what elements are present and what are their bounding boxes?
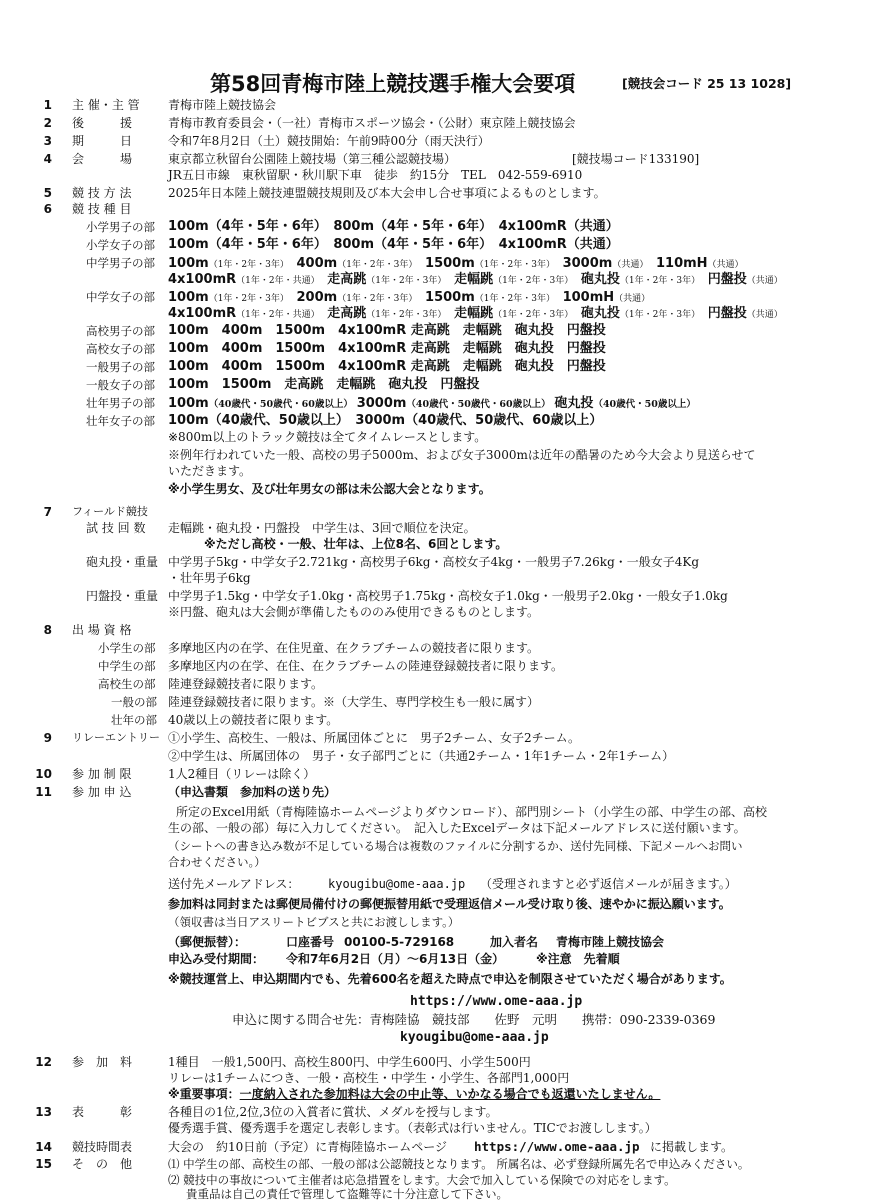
discus-text: 中学男子1.5kg・中学女子1.0kg・高校男子1.75kg・高校女子1.0kg・一般男子2.0kg・一般女子1.0kg [168, 589, 728, 603]
holder-name: 青梅市陸上競技協会 [556, 935, 665, 949]
event-list: 100m（4年・5年・6年） 800m（4年・5年・6年） 4x100mR（共通） [168, 237, 619, 252]
eligibility-elem [98, 640, 540, 656]
section-label: 参 加 申 込 [72, 785, 132, 799]
eligibility-text: 40歳以上の競技者に限ります。 [168, 713, 339, 727]
trials-note: ※ただし高校・一般、壮年は、上位8名、6回とします。 [204, 537, 508, 551]
eligibility-label: 小学生の部 [98, 641, 156, 655]
eligibility-label: 壮年の部 [111, 713, 157, 727]
section-text: 青梅市教育委員会・（一社）青梅市スポーツ協会・（公財）東京陸上競技協会 [168, 116, 576, 130]
event-list: 100m（40歳代、50歳以上） 3000m（40歳代、50歳代、60歳以上） [168, 413, 603, 428]
schedule-tail: に掲載します。 [650, 1140, 734, 1154]
application-text-2: 生の部、一般の部）毎に入力してください。 記入したExcelデータは下記メールアドレスに送付願います。 [168, 821, 746, 835]
section-label: 参 加 制 限 [72, 767, 132, 781]
contact-mail[interactable]: kyougibu@ome-aaa.jp [400, 1030, 549, 1045]
section-label: 会 場 [72, 152, 133, 166]
period-note: ※注意 先着順 [536, 952, 620, 966]
section-number: 12 [35, 1055, 52, 1069]
mail-note: （受理されますと必ず返信メールが届きます。） [480, 877, 737, 891]
section-number: 7 [43, 505, 52, 519]
division-label: 一般男子の部 [86, 360, 155, 374]
eligibility-label: 中学生の部 [98, 659, 156, 673]
section-label: 期 日 [72, 134, 133, 148]
fee-important [168, 1086, 660, 1102]
transfer-label: （郵便振替）： [168, 935, 247, 949]
account-label: 口座番号 [286, 935, 335, 949]
section-label: 出 場 資 格 [72, 623, 132, 637]
event-row-jh-boys [86, 255, 744, 271]
division-label: 壮年女子の部 [86, 414, 155, 428]
eligibility-text: 多摩地区内の在学、在住児童、在クラブチームの競技者に限ります。 [168, 641, 540, 655]
division-label: 小学男子の部 [86, 220, 155, 234]
event-list: 100m（1年・2年・3年） 200m（1年・2年・3年） 1500m（1年・2年・3年） 100mH（共通） [168, 290, 651, 305]
event-row-masters-women [86, 413, 603, 429]
note-unofficial: ※小学生男女、及び壮年男女の部は未公認大会となります。 [168, 482, 491, 496]
section-text: 1人2種目（リレーは除く） [168, 767, 316, 781]
eligibility-text: 陸連登録競技者に限ります。※（大学生、専門学校生も一般に属す） [168, 695, 540, 709]
note-cancelled-events: ※例年行われていた一般、高校の男子5000m、および女子3000mは近年の酷暑のため今大会より見送らせて [168, 448, 756, 462]
other-line-2: ⑵ 競技中の事故について主催者は応急措置をします。大会で加入している保険での対応をします。 [168, 1173, 676, 1187]
venue-code: [競技場コード133190] [572, 152, 700, 166]
division-label: 小学女子の部 [86, 238, 155, 252]
period-dates: 令和7年6月2日（月）～6月13日（金） [286, 952, 505, 966]
page-title: 第58回青梅市陸上競技選手権大会要項 [210, 72, 576, 96]
section-label: 競 技 方 法 [72, 186, 132, 200]
section-label: 参 加 料 [72, 1055, 133, 1069]
competition-code: [競技会コード 25 13 1028] [622, 76, 792, 91]
application-heading: （申込書類 参加料の送り先） [168, 785, 337, 799]
account-number: 00100-5-729168 [344, 935, 455, 949]
division-label: 中学女子の部 [86, 290, 155, 304]
mail-address[interactable]: kyougibu@ome-aaa.jp [328, 877, 466, 891]
section-number: 8 [43, 623, 52, 637]
event-row-hs-girls [86, 341, 606, 357]
period-row [168, 951, 620, 967]
shot-weight-row [86, 554, 700, 570]
section-text: 令和7年8月2日（土）競技開始：午前9時00分（雨天決行） [168, 134, 490, 148]
section-label: 競 技 種 目 [72, 202, 132, 216]
section-number: 1 [43, 98, 52, 112]
section-text: 青梅市陸上競技協会 [168, 98, 277, 112]
event-row-masters-men [86, 395, 696, 411]
section-label: フィールド競技 [72, 505, 148, 518]
section-label: 表 彰 [72, 1105, 133, 1119]
section-number: 4 [43, 152, 52, 166]
shot-text: 中学男子5kg・中学女子2.721kg・高校男子6kg・高校女子4kg・一般男子7.26kg・一般女子4Kg [168, 555, 700, 569]
event-row-elem-boys [86, 219, 619, 235]
event-list: 100m 400m 1500m 4x100mR 走高跳 走幅跳 砲丸投 円盤投 [168, 323, 606, 338]
event-row-jh-girls-2: 4x100mR（1年・2年・共通） 走高跳（1年・2年・3年） 走幅跳（1年・2年・3年） 砲丸投（1年・2年・3年） 円盤投（共通） [168, 306, 783, 321]
fee-line-1: 1種目 一般1,500円、高校生800円、中学生600円、小学生500円 [168, 1055, 531, 1069]
event-list: 100m（40歳代・50歳代・60歳以上） 3000m（40歳代・50歳代・60歳以上） 砲丸投（40歳代・50歳以上） [168, 396, 696, 411]
contact-info: 申込に関する問合せ先：青梅陸協 競技部 佐野 元明 携帯：090-2339-0369 [232, 1012, 716, 1027]
discus-weight-row [86, 588, 728, 604]
relay-rule-2: ②中学生は、所属団体の 男子・女子部門ごとに（共通2チーム・1年1チーム・2年1チーム） [168, 749, 675, 763]
relay-rule-1: ①小学生、高校生、一般は、所属団体ごとに 男子2チーム、女子2チーム。 [168, 731, 580, 745]
holder-label: 加入者名 [490, 935, 539, 949]
eligibility-masters [111, 712, 339, 728]
shot-label: 砲丸投・重量 [86, 555, 159, 569]
eligibility-label: 高校生の部 [98, 677, 156, 691]
transfer-row [168, 934, 665, 950]
section-number: 5 [43, 186, 52, 200]
section-number: 6 [43, 202, 52, 216]
important-label: ※重要事項： [168, 1087, 240, 1101]
fee-line-2: リレーは1チームにつき、一般・高校生・中学生・小学生、各部門1,000円 [168, 1071, 570, 1085]
note-cancelled-events-2: いただきます。 [168, 464, 252, 478]
venue-access: JR五日市線 東秋留駅・秋川駅下車 徒歩 約15分 TEL 042-559-6910 [168, 168, 583, 182]
event-list: 100m（1年・2年・3年） 400m（1年・2年・3年） 1500m（1年・2年・3年） 3000m（共通） 110mH（共通） [168, 256, 744, 271]
other-line-1: ⑴ 中学生の部、高校生の部、一般の部は公認競技となります。 所属名は、必ず登録所属先名で申込みください。 [168, 1157, 750, 1171]
shot-text-2: ・壮年男子6kg [168, 571, 251, 585]
trials-text: 走幅跳・砲丸投・円盤投 中学生は、3回で順位を決定。 [168, 521, 476, 535]
section-number: 15 [35, 1157, 52, 1171]
section-number: 10 [35, 767, 52, 781]
event-list: 100m 400m 1500m 4x100mR 走高跳 走幅跳 砲丸投 円盤投 [168, 341, 606, 356]
event-row-jh-boys-2: 4x100mR（1年・2年・共通） 走高跳（1年・2年・3年） 走幅跳（1年・2年・3年） 砲丸投（1年・2年・3年） 円盤投（共通） [168, 272, 783, 287]
equipment-note: ※円盤、砲丸は大会側が準備したもののみ使用できるものとします。 [168, 605, 540, 619]
application-text-4: 合わせください。） [168, 855, 266, 869]
division-label: 高校女子の部 [86, 342, 155, 356]
event-row-elem-girls [86, 237, 619, 253]
period-label: 申込み受付期間： [168, 952, 265, 966]
division-label: 高校男子の部 [86, 324, 155, 338]
section-label: 主 催・主 管 [72, 98, 140, 112]
website-url[interactable]: https://www.ome-aaa.jp [410, 994, 583, 1009]
event-list: 100m 1500m 走高跳 走幅跳 砲丸投 円盤投 [168, 377, 480, 392]
section-label: リレーエントリー [72, 731, 160, 744]
no-refund-note: 一度納入された参加料は大会の中止等、いかなる場合でも返還いたしません。 [239, 1087, 661, 1101]
application-text-3: （シートへの書き込み数が不足している場合は複数のファイルに分割するか、送付先同様、下記メールへお問い [168, 839, 743, 853]
eligibility-text: 陸連登録競技者に限ります。 [168, 677, 324, 691]
section-label: そ の 他 [72, 1157, 133, 1171]
schedule-text: 大会の 約10日前（予定）に青梅陸協ホームページ [168, 1140, 448, 1154]
section-number: 3 [43, 134, 52, 148]
discus-label: 円盤投・重量 [86, 589, 159, 603]
capacity-note: ※競技運営上、申込期間内でも、先着600名を超えた時点で申込を制限させていただく場合があります。 [168, 972, 732, 986]
other-line-3: 貴重品は自己の責任で管理して盗難等に十分注意して下さい。 [186, 1187, 508, 1201]
event-row-gen-women [86, 377, 480, 393]
section-number: 2 [43, 116, 52, 130]
event-row-jh-girls [86, 289, 651, 305]
awards-line-2: 優秀選手賞、優秀選手を選定し表彰します。（表彰式は行いません。TICでお渡しします。） [168, 1121, 657, 1135]
section-label: 後 援 [72, 116, 133, 130]
event-list: 100m 400m 1500m 4x100mR 走高跳 走幅跳 砲丸投 円盤投 [168, 359, 606, 374]
eligibility-text: 多摩地区内の在学、在住、在クラブチームの陸連登録競技者に限ります。 [168, 659, 564, 673]
division-label: 一般女子の部 [86, 378, 155, 392]
note-timerace: ※800m以上のトラック競技は全てタイムレースとします。 [168, 430, 487, 444]
section-label: 競技時間表 [72, 1140, 133, 1154]
event-row-gen-men [86, 359, 606, 375]
trials-row [86, 520, 476, 536]
awards-line-1: 各種目の1位,2位,3位の入賞者に賞状、メダルを授与します。 [168, 1105, 498, 1119]
eligibility-hs [98, 676, 324, 692]
event-list: 100m（4年・5年・6年） 800m（4年・5年・6年） 4x100mR（共通） [168, 219, 619, 234]
mail-row [168, 876, 737, 892]
mail-label: 送付先メールアドレス： [168, 877, 300, 891]
division-label: 中学男子の部 [86, 256, 155, 270]
payment-instructions: 参加料は同封または郵便局備付けの郵便振替用紙で受理返信メール受け取り後、速やかに振込願います。 [168, 897, 731, 911]
section-text: 2025年日本陸上競技連盟競技規則及び本大会申し合せ事項によるものとします。 [168, 186, 606, 200]
venue-name: 東京都立秋留台公園陸上競技場（第三種公認競技場） [168, 152, 457, 166]
section-number: 11 [35, 785, 52, 799]
schedule-url[interactable]: https://www.ome-aaa.jp [474, 1139, 640, 1154]
receipt-note: （領収書は当日アスリートビブスと共にお渡しします。） [168, 915, 460, 929]
division-label: 壮年男子の部 [86, 396, 155, 410]
eligibility-jh [98, 658, 564, 674]
trials-label: 試 技 回 数 [86, 521, 146, 535]
section-number: 13 [35, 1105, 52, 1119]
event-row-hs-boys [86, 323, 606, 339]
application-text-1: 所定のExcel用紙（青梅陸協ホームページよりダウンロード）、部門別シート（小学生の部、中学生の部、高校 [176, 805, 767, 819]
eligibility-general [111, 694, 540, 710]
section-number: 9 [43, 731, 52, 745]
section-number: 14 [35, 1140, 52, 1154]
eligibility-label: 一般の部 [111, 695, 157, 709]
